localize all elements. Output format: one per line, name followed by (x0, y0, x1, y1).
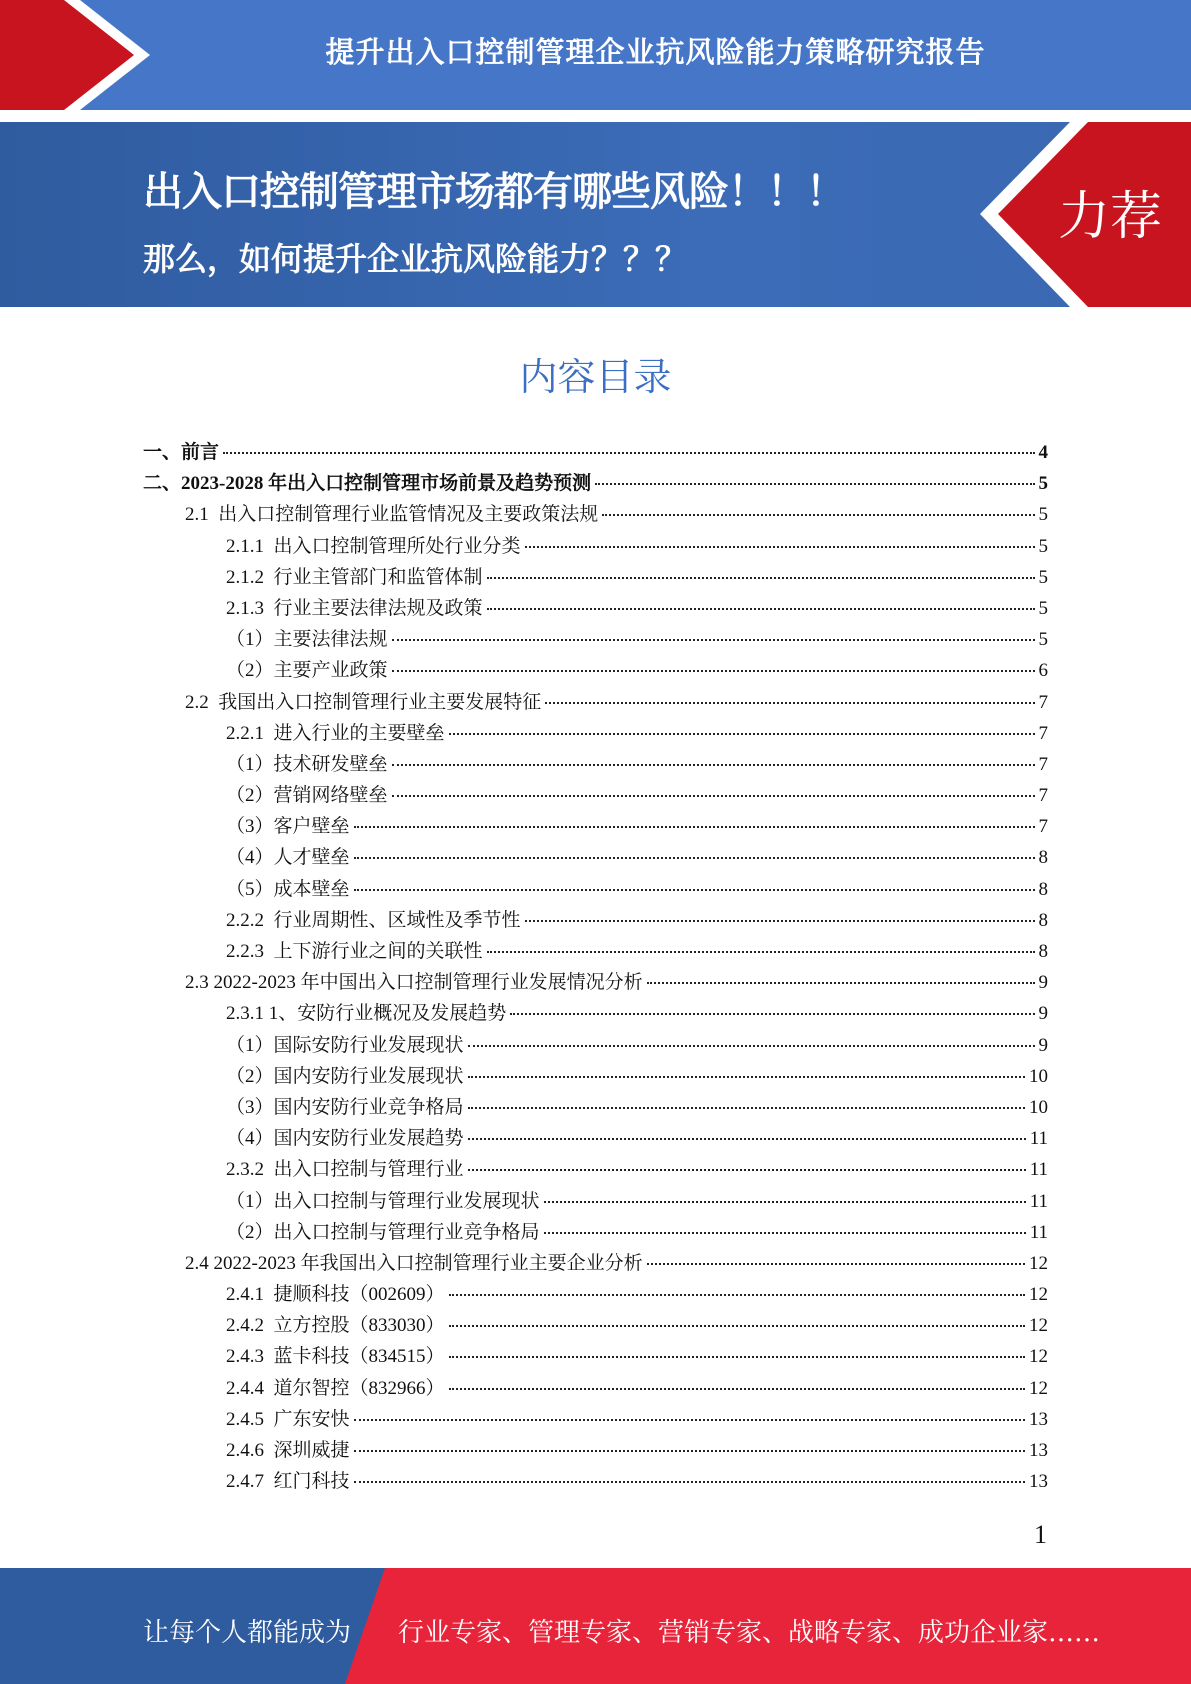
toc-entry-page: 8 (1038, 909, 1048, 931)
toc-entry-page: 5 (1038, 566, 1048, 588)
toc-entry-label: （2）营销网络壁垒 (226, 785, 388, 807)
toc-dot-leader (449, 1355, 1025, 1358)
toc-dot-leader (449, 1293, 1025, 1296)
toc-entry-label: 2.4.6 深圳威捷 (226, 1440, 350, 1461)
toc-entry[interactable] (143, 842, 1048, 873)
toc-dot-leader (468, 1168, 1026, 1171)
toc-entry-page: 9 (1038, 1034, 1048, 1056)
toc-entry-page: 5 (1038, 535, 1048, 557)
toc-entry[interactable] (143, 936, 1048, 967)
toc-dot-leader (468, 1137, 1026, 1140)
recommend-badge: 力荐 (1058, 187, 1163, 247)
toc-entry[interactable] (143, 718, 1048, 749)
toc-dot-leader (468, 1044, 1035, 1047)
toc-title: 内容目录 (519, 355, 672, 399)
toc-entry-label: 2.3 2022-2023 年中国出入口控制管理行业发展情况分析 (185, 972, 643, 994)
toc-entry[interactable] (143, 1373, 1048, 1404)
toc-entry-page: 5 (1038, 504, 1048, 526)
toc-entry-label: 2.2.2 行业周期性、区域性及季节性 (226, 909, 521, 931)
toc-entry-label: 2.4.2 立方控股（833030） (226, 1315, 445, 1337)
toc-entry[interactable] (143, 905, 1048, 936)
toc-entry-page: 13 (1029, 1471, 1048, 1493)
toc-entry-label: 2.4.7 红门科技 (226, 1471, 350, 1493)
toc-entry-page: 12 (1029, 1252, 1048, 1274)
toc-dot-leader (525, 545, 1035, 548)
hero-subline: 那么，如何提升企业抗风险能力？？？ (143, 240, 688, 278)
toc-dot-leader (468, 1106, 1025, 1109)
toc-entry[interactable] (143, 1341, 1048, 1372)
toc-entry[interactable] (143, 562, 1048, 593)
toc-entry[interactable] (143, 1435, 1048, 1466)
toc-entry[interactable] (143, 1092, 1048, 1123)
toc-dot-leader (392, 638, 1035, 641)
top-banner (0, 0, 1191, 110)
toc-dot-leader (449, 732, 1035, 735)
toc-entry[interactable] (143, 1310, 1048, 1341)
footer-slogan-right: 行业专家、管理专家、营销专家、战略专家、成功企业家…… (398, 1618, 1101, 1648)
toc-entry[interactable] (143, 655, 1048, 686)
toc-entry-label: 2.3.1 1、安防行业概况及发展趋势 (226, 1003, 507, 1025)
toc-entry[interactable] (143, 1186, 1048, 1217)
toc-entry-page: 12 (1029, 1284, 1048, 1306)
toc-entry[interactable] (143, 749, 1048, 780)
toc-dot-leader (647, 981, 1035, 984)
table-of-contents (143, 437, 1048, 1497)
toc-entry[interactable] (143, 998, 1048, 1029)
toc-entry-page: 7 (1038, 722, 1048, 744)
toc-entry-page: 13 (1029, 1440, 1048, 1461)
toc-entry[interactable] (143, 1279, 1048, 1310)
hero-band (0, 122, 1191, 307)
toc-dot-leader (487, 576, 1035, 579)
toc-dot-leader (354, 856, 1035, 859)
toc-entry-label: （4）人才壁垒 (226, 847, 350, 869)
toc-entry-label: 一、前言 (143, 442, 220, 463)
footer-slogan-left: 让每个人都能成为 (143, 1618, 352, 1648)
toc-entry-page: 4 (1038, 442, 1048, 463)
toc-entry[interactable] (143, 1154, 1048, 1185)
toc-entry-label: 2.4.5 广东安快 (226, 1408, 350, 1430)
toc-entry-page: 11 (1029, 1190, 1048, 1212)
toc-entry-label: 2.2.3 上下游行业之间的关联性 (226, 941, 483, 962)
toc-dot-leader (487, 950, 1035, 953)
toc-entry-page: 11 (1029, 1128, 1048, 1150)
hero-headline: 出入口控制管理市场都有哪些风险！！！ (143, 169, 845, 215)
toc-entry-page: 5 (1038, 629, 1048, 651)
toc-entry-label: （2）国内安防行业发展现状 (226, 1065, 464, 1087)
toc-entry[interactable] (143, 1404, 1048, 1435)
toc-dot-leader (544, 1200, 1026, 1203)
toc-entry[interactable] (143, 499, 1048, 530)
toc-entry-page: 9 (1038, 972, 1048, 994)
toc-dot-leader (525, 919, 1035, 922)
toc-entry-label: 2.1.2 行业主管部门和监管体制 (226, 566, 483, 588)
toc-dot-leader (468, 1075, 1025, 1078)
toc-entry[interactable] (143, 531, 1048, 562)
toc-entry-label: 2.4.4 道尔智控（832966） (226, 1377, 445, 1399)
toc-entry[interactable] (143, 874, 1048, 905)
toc-entry[interactable] (143, 1248, 1048, 1279)
toc-entry-label: 2.4 2022-2023 年我国出入口控制管理行业主要企业分析 (185, 1252, 643, 1274)
toc-entry-page: 10 (1029, 1065, 1048, 1087)
toc-entry-label: 2.1.3 行业主要法律法规及政策 (226, 597, 483, 619)
toc-dot-leader (647, 1262, 1025, 1265)
toc-entry-page: 11 (1029, 1221, 1048, 1243)
toc-entry[interactable] (143, 967, 1048, 998)
toc-entry[interactable] (143, 1030, 1048, 1061)
toc-entry-page: 8 (1038, 847, 1048, 869)
toc-entry[interactable] (143, 811, 1048, 842)
toc-dot-leader (392, 763, 1035, 766)
toc-dot-leader (449, 1324, 1025, 1327)
toc-entry-label: 2.2 我国出入口控制管理行业主要发展特征 (185, 691, 542, 713)
toc-dot-leader (354, 888, 1035, 891)
toc-dot-leader (354, 825, 1035, 828)
toc-entry-page: 7 (1038, 816, 1048, 838)
toc-dot-leader (354, 1449, 1025, 1452)
toc-entry[interactable] (143, 593, 1048, 624)
toc-entry[interactable] (143, 687, 1048, 718)
footer-band (0, 1568, 1191, 1684)
toc-entry-label: （2）主要产业政策 (226, 660, 388, 682)
toc-entry-page: 8 (1038, 878, 1048, 900)
toc-entry-label: 2.1 出入口控制管理行业监管情况及主要政策法规 (185, 504, 599, 526)
toc-dot-leader (449, 1387, 1025, 1390)
toc-entry-page: 11 (1029, 1159, 1048, 1181)
toc-entry-page: 12 (1029, 1315, 1048, 1337)
toc-dot-leader (354, 1480, 1025, 1483)
toc-entry-label: （5）成本壁垒 (226, 878, 350, 900)
toc-entry-label: （1）出入口控制与管理行业发展现状 (226, 1190, 540, 1212)
toc-dot-leader (510, 1012, 1034, 1015)
toc-entry-page: 10 (1029, 1096, 1048, 1118)
toc-entry-label: 2.2.1 进入行业的主要壁垒 (226, 722, 445, 744)
toc-entry-page: 12 (1029, 1346, 1048, 1368)
toc-entry-page: 5 (1038, 597, 1048, 619)
toc-entry-page: 8 (1038, 941, 1048, 962)
toc-entry[interactable] (143, 1466, 1048, 1497)
toc-entry-page: 6 (1038, 660, 1048, 682)
toc-dot-leader (544, 1231, 1026, 1234)
toc-dot-leader (354, 1418, 1025, 1421)
toc-entry-label: （1）国际安防行业发展现状 (226, 1034, 464, 1056)
toc-entry-label: （1）技术研发壁垒 (226, 753, 388, 775)
toc-entry-label: （3）客户壁垒 (226, 816, 350, 838)
toc-entry-page: 9 (1038, 1003, 1048, 1025)
toc-dot-leader (223, 451, 1034, 454)
toc-entry[interactable] (143, 1061, 1048, 1092)
toc-entry-label: （4）国内安防行业发展趋势 (226, 1128, 464, 1150)
toc-entry-label: （2）出入口控制与管理行业竞争格局 (226, 1221, 540, 1243)
toc-entry-page: 7 (1038, 691, 1048, 713)
toc-entry[interactable] (143, 624, 1048, 655)
toc-dot-leader (545, 701, 1034, 704)
toc-entry[interactable] (143, 780, 1048, 811)
toc-entry-label: （3）国内安防行业竞争格局 (226, 1096, 464, 1118)
toc-entry-label: 2.3.2 出入口控制与管理行业 (226, 1159, 464, 1181)
toc-entry-label: 2.4.3 蓝卡科技（834515） (226, 1346, 445, 1368)
toc-entry-label: 二、2023-2028 年出入口控制管理市场前景及趋势预测 (143, 473, 592, 495)
toc-dot-leader (595, 482, 1034, 485)
toc-dot-leader (487, 607, 1035, 610)
toc-entry-page: 7 (1038, 785, 1048, 807)
report-title: 提升出入口控制管理企业抗风险能力策略研究报告 (325, 35, 986, 69)
toc-entry-page: 13 (1029, 1408, 1048, 1430)
toc-entry-label: 2.1.1 出入口控制管理所处行业分类 (226, 535, 521, 557)
toc-entry-page: 12 (1029, 1377, 1048, 1399)
toc-entry-label: （1）主要法律法规 (226, 629, 388, 651)
toc-entry[interactable] (143, 468, 1048, 499)
toc-dot-leader (602, 513, 1034, 516)
toc-entry-label: 2.4.1 捷顺科技（002609） (226, 1284, 445, 1306)
page-number: 1 (1034, 1520, 1047, 1549)
toc-entry-page: 7 (1038, 753, 1048, 775)
toc-entry[interactable] (143, 1123, 1048, 1154)
toc-entry-page: 5 (1038, 473, 1048, 495)
toc-dot-leader (392, 669, 1035, 672)
toc-entry[interactable] (143, 1217, 1048, 1248)
toc-entry[interactable] (143, 437, 1048, 468)
toc-dot-leader (392, 794, 1035, 797)
